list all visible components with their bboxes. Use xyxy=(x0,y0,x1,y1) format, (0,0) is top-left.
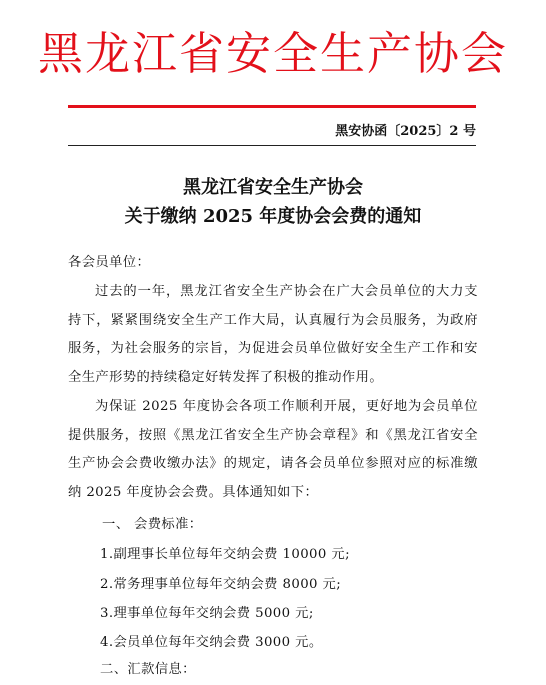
salutation: 各会员单位： xyxy=(68,255,151,270)
section-1-heading: 一、 会费标准： xyxy=(102,517,203,532)
document-number: 黑安协函〔2025〕2 号 xyxy=(335,124,476,139)
masthead-org-name: 黑龙江省安全生产协会 xyxy=(37,27,508,80)
title-line-2: 关于缴纳 2025 年度协会会费的通知 xyxy=(124,206,422,227)
fee-item-vice-chair: 1.副理事长单位每年交纳会费 10000 元; xyxy=(100,547,350,562)
paragraph-1: 过去的一年，黑龙江省安全生产协会在广大会员单位的大力支持下，紧紧围绕安全生产工作大局，认真履行为会员服务，为政府服务，为社会服务的宗旨，为促进会员单位做好安全生产工作和安全生产形势的持续稳定好转发挥了积极的推动作用。 xyxy=(68,284,478,385)
fee-item-director: 3.理事单位每年交纳会费 5000 元; xyxy=(100,606,314,621)
masthead-red-rule xyxy=(68,105,476,108)
title-line-1: 黑龙江省安全生产协会 xyxy=(183,177,363,198)
fee-item-member: 4.会员单位每年交纳会费 3000 元。 xyxy=(100,635,323,650)
fee-item-standing-director: 2.常务理事单位每年交纳会费 8000 元; xyxy=(100,577,342,592)
paragraph-2: 为保证 2025 年度协会各项工作顺利开展，更好地为会员单位提供服务，按照《黑龙江省安全生产协会章程》和《黑龙江省安全生产协会会费收缴办法》的规定，请各会员单位参照对应的标准缴纳 2025 年度协会会费。具体通知如下： xyxy=(68,399,478,500)
section-2-heading: 二、汇款信息： xyxy=(100,662,196,677)
header-divider xyxy=(68,145,476,146)
